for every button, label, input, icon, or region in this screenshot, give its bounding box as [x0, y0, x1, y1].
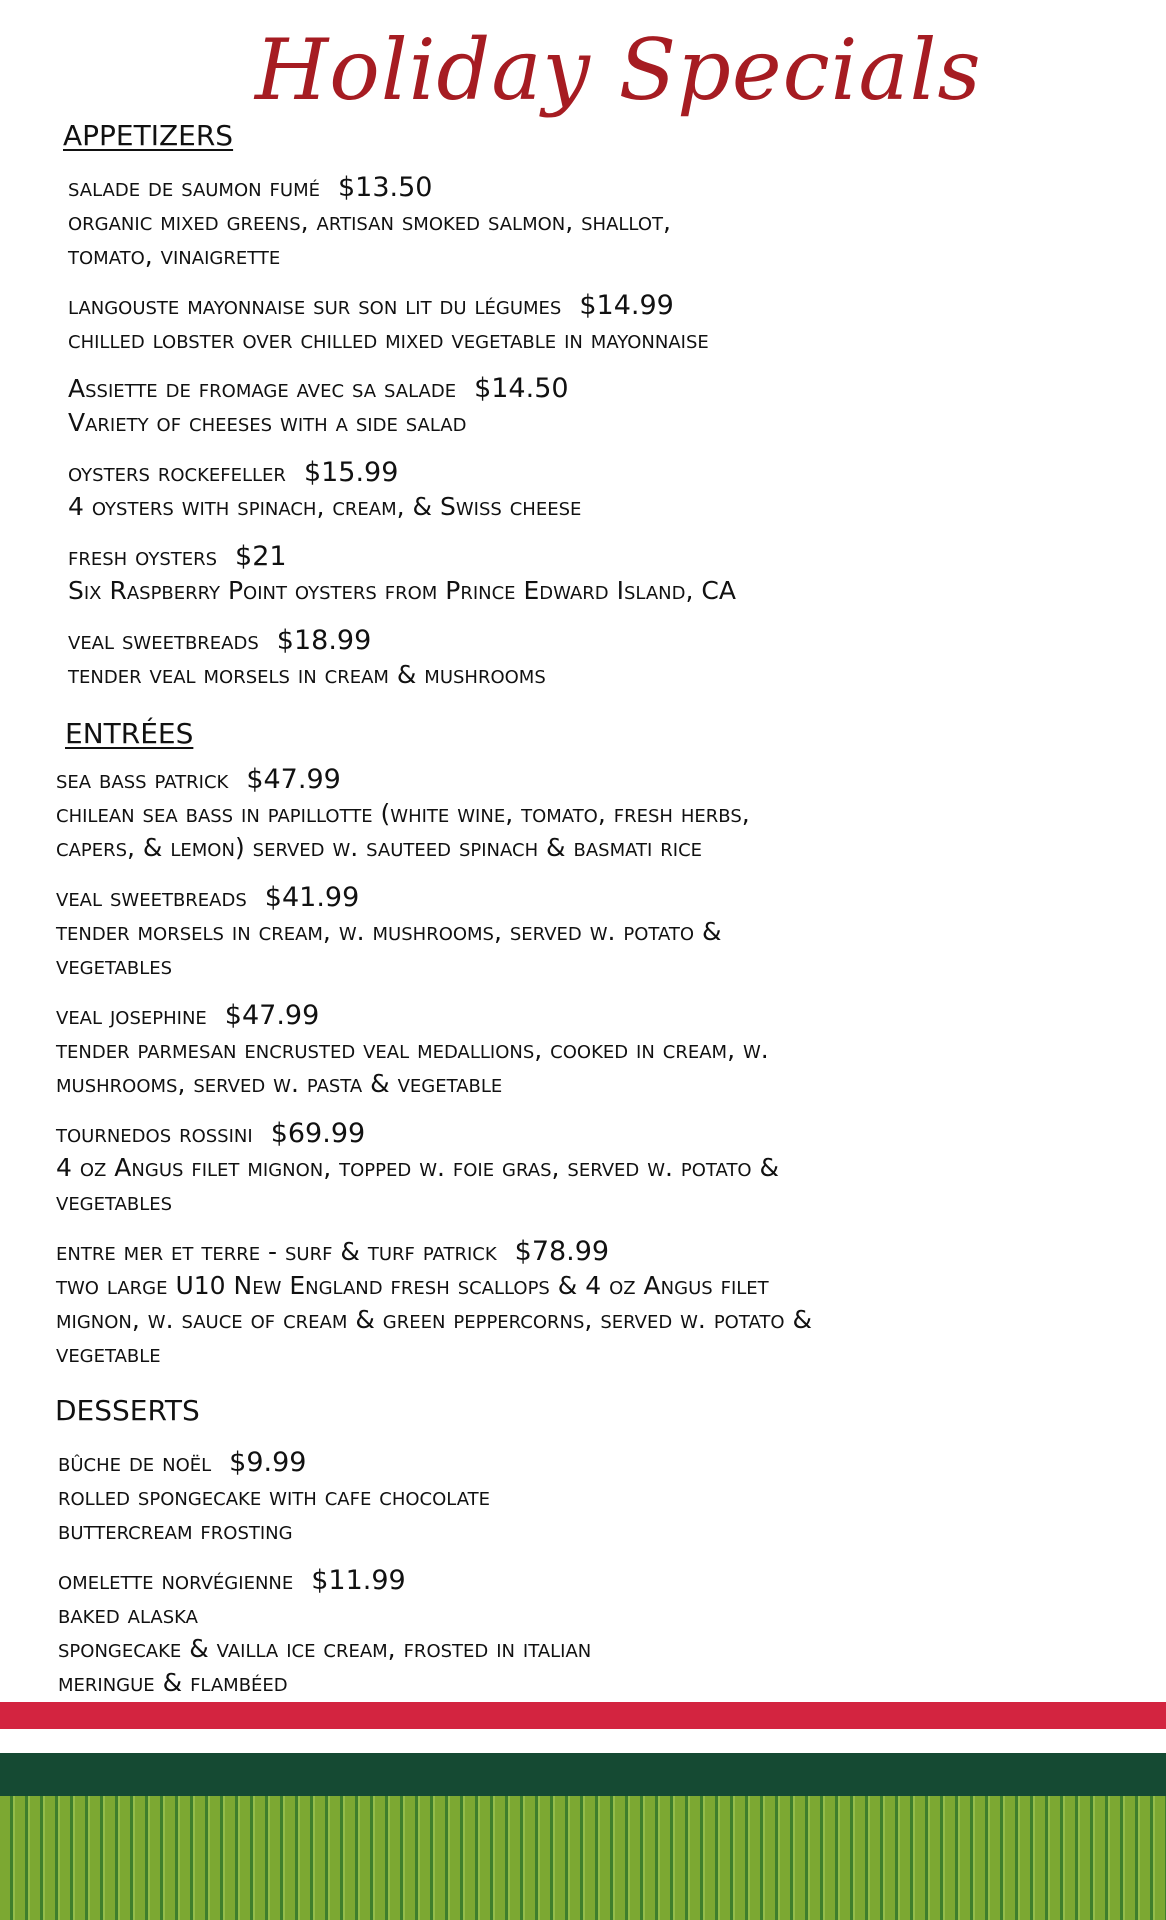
- item-price: $14.50: [474, 373, 569, 404]
- menu-item: [68, 372, 569, 440]
- page-title: Holiday Specials: [255, 21, 982, 119]
- item-description: organic mixed greens, artisan smoked salmon, shallot, tomato, vinaigrette: [68, 207, 671, 270]
- item-price: $78.99: [514, 1236, 610, 1267]
- item-price: $69.99: [270, 1118, 366, 1149]
- item-price: $9.99: [229, 1447, 307, 1478]
- item-description: chilean sea bass in papillotte (white wine, tomato, fresh herbs, capers, & lemon) served w. sauteed spinach & basmati rice: [56, 799, 750, 862]
- item-price: $41.99: [264, 882, 360, 913]
- item-description: 4 oysters with spinach, cream, & Swiss cheese: [68, 492, 582, 521]
- item-description: tender morsels in cream, w. mushrooms, served w. potato & vegetables: [56, 917, 722, 980]
- item-name: veal sweetbreads: [68, 626, 259, 655]
- item-description: two large U10 New England fresh scallops & 4 oz Angus filet mignon, w. sauce of cream & green peppercorns, served w. potato & vegetable: [56, 1271, 812, 1368]
- menu-item: [56, 1235, 812, 1371]
- footer-red-band: [0, 1702, 1166, 1729]
- item-name: salade de saumon fumé: [68, 173, 320, 202]
- menu-item: [56, 999, 769, 1101]
- item-description: rolled spongecake with cafe chocolate buttercream frosting: [58, 1482, 491, 1545]
- footer-striped-band: [0, 1796, 1166, 1920]
- menu-item: [56, 881, 722, 983]
- footer-dark-green-band: [0, 1753, 1166, 1796]
- item-price: $15.99: [303, 457, 399, 488]
- item-name: langouste mayonnaise sur son lit du légumes: [68, 291, 562, 320]
- item-price: $13.50: [337, 172, 433, 203]
- desserts-heading: DESSERTS: [55, 1394, 200, 1427]
- item-price: $14.99: [579, 290, 674, 321]
- item-description: baked alaska spongecake & vailla ice cream, frosted in italian meringue & flambéed: [58, 1600, 592, 1697]
- appetizers-heading: APPETIZERS: [63, 119, 234, 152]
- menu-item: [68, 624, 546, 692]
- menu-item: [56, 763, 750, 865]
- item-description: tender parmesan encrusted veal medallions, cooked in cream, w. mushrooms, served w. pasta & vegetable: [56, 1035, 769, 1098]
- item-name: Assiette de fromage avec sa salade: [68, 374, 457, 403]
- item-price: $18.99: [276, 625, 372, 656]
- item-price: $47.99: [246, 764, 341, 795]
- item-name: omelette norvégienne: [58, 1566, 294, 1595]
- menu-item: [58, 1564, 591, 1700]
- item-price: $21: [235, 541, 287, 572]
- item-name: oysters rockefeller: [68, 458, 286, 487]
- item-name: veal sweetbreads: [56, 883, 247, 912]
- item-description: Six Raspberry Point oysters from Prince Edward Island, CA: [68, 576, 736, 605]
- item-description: chilled lobster over chilled mixed vegetable in mayonnaise: [68, 325, 709, 354]
- menu-item: [58, 1446, 490, 1548]
- menu-item: [56, 1117, 779, 1219]
- item-name: tournedos rossini: [56, 1119, 253, 1148]
- item-name: bûche de noël: [58, 1448, 212, 1477]
- item-name: entre mer et terre - surf & turf patrick: [56, 1237, 497, 1266]
- item-name: veal josephine: [56, 1001, 207, 1030]
- item-name: fresh oysters: [68, 542, 218, 571]
- footer-white-band: [0, 1729, 1166, 1753]
- menu-item: [68, 540, 736, 608]
- menu-item: [68, 289, 709, 357]
- entrees-heading: ENTRÉES: [65, 717, 194, 750]
- item-description: 4 oz Angus filet mignon, topped w. foie gras, served w. potato & vegetables: [56, 1153, 780, 1216]
- item-price: $11.99: [311, 1565, 406, 1596]
- item-description: tender veal morsels in cream & mushrooms: [68, 660, 546, 689]
- menu-item: [68, 456, 581, 524]
- menu-item: [68, 171, 671, 273]
- item-description: Variety of cheeses with a side salad: [68, 408, 467, 437]
- item-price: $47.99: [224, 1000, 320, 1031]
- item-name: sea bass patrick: [56, 765, 229, 794]
